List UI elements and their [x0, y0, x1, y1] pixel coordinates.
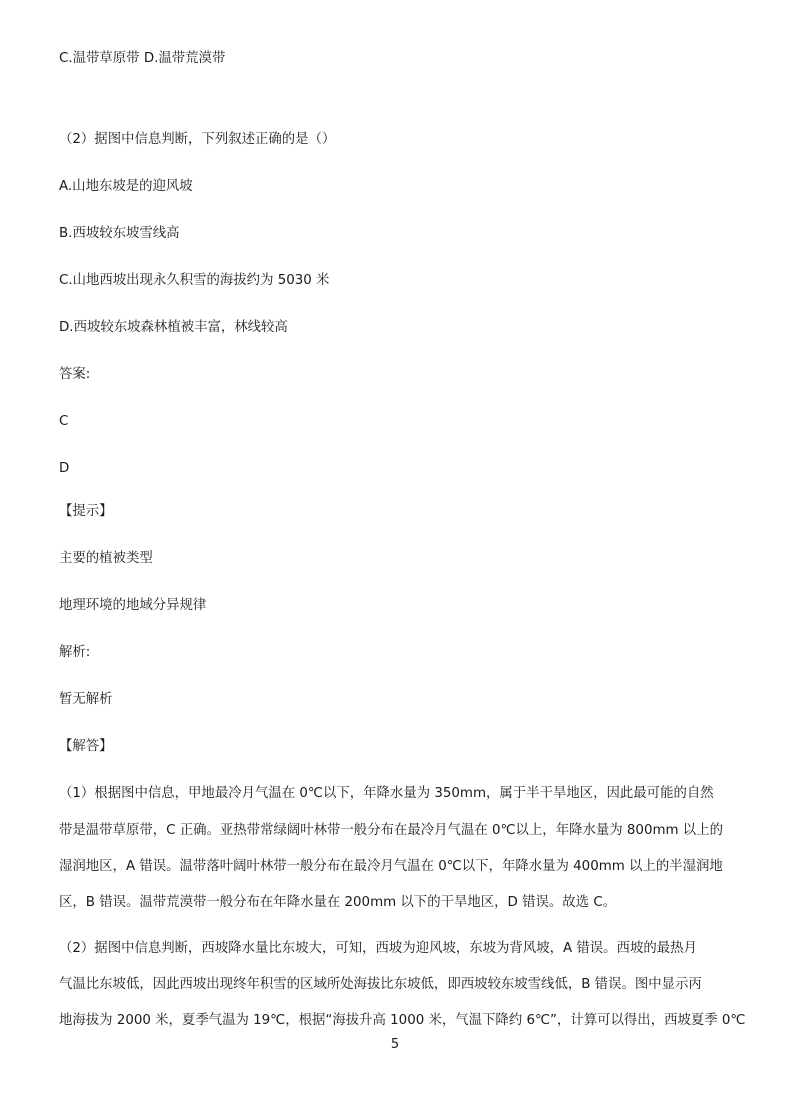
analysis-label: 解析:: [59, 645, 91, 660]
option-a: A.山地东坡是的迎风坡: [59, 179, 193, 194]
analysis-text: 暂无解析: [59, 692, 113, 707]
answer-label: 答案:: [59, 367, 91, 382]
solution-heading: 【解答】: [59, 739, 113, 754]
solution-2-line-1: （2）据图中信息判断，西坡降水量比东坡大，可知，西坡为迎风坡，东坡为背风坡，A 错误。西坡的最热月: [59, 941, 697, 956]
solution-2-line-3: 地海拔为 2000 米，夏季气温为 19℃，根据“海拔升高 1000 米，气温下降约 6℃”，计算可以得出，西坡夏季 0℃: [59, 1013, 746, 1028]
solution-2-line-2: 气温比东坡低，因此西坡出现终年积雪的区域所处海拔比东坡低，即西坡较东坡雪线低，B 错误。图中显示丙: [59, 977, 702, 992]
solution-1-line-4: 区，B 错误。温带荒漠带一般分布在年降水量在 200mm 以下的干旱地区，D 错误。故选 C。: [59, 895, 617, 910]
option-c: C.山地西坡出现永久积雪的海拔约为 5030 米: [59, 273, 330, 288]
option-b: B.西坡较东坡雪线高: [59, 226, 180, 241]
question-2-text: （2）据图中信息判断，下列叙述正确的是（）: [59, 132, 336, 147]
hint-topic-1: 主要的植被类型: [59, 551, 153, 566]
answer-1: C: [59, 414, 69, 429]
solution-1-line-3: 湿润地区，A 错误。温带落叶阔叶林带一般分布在最冷月气温在 0℃以下，年降水量为 400mm 以上的半湿润地: [59, 859, 723, 874]
hint-topic-2: 地理环境的地域分异规律: [59, 598, 207, 613]
option-d: D.西坡较东坡森林植被丰富，林线较高: [59, 320, 288, 335]
answer-2: D: [59, 461, 70, 476]
solution-1-line-1: （1）根据图中信息，甲地最冷月气温在 0℃以下，年降水量为 350mm，属于半干旱地区，因此最可能的自然: [59, 786, 714, 801]
hint-heading: 【提示】: [59, 504, 113, 519]
option-c-d-line-q1: C.温带草原带 D.温带荒漠带: [59, 51, 226, 66]
solution-1-line-2: 带是温带草原带，C 正确。亚热带常绿阔叶林带一般分布在最冷月气温在 0℃以上，年降水量为 800mm 以上的: [59, 823, 723, 838]
page-number: 5: [390, 1037, 400, 1052]
